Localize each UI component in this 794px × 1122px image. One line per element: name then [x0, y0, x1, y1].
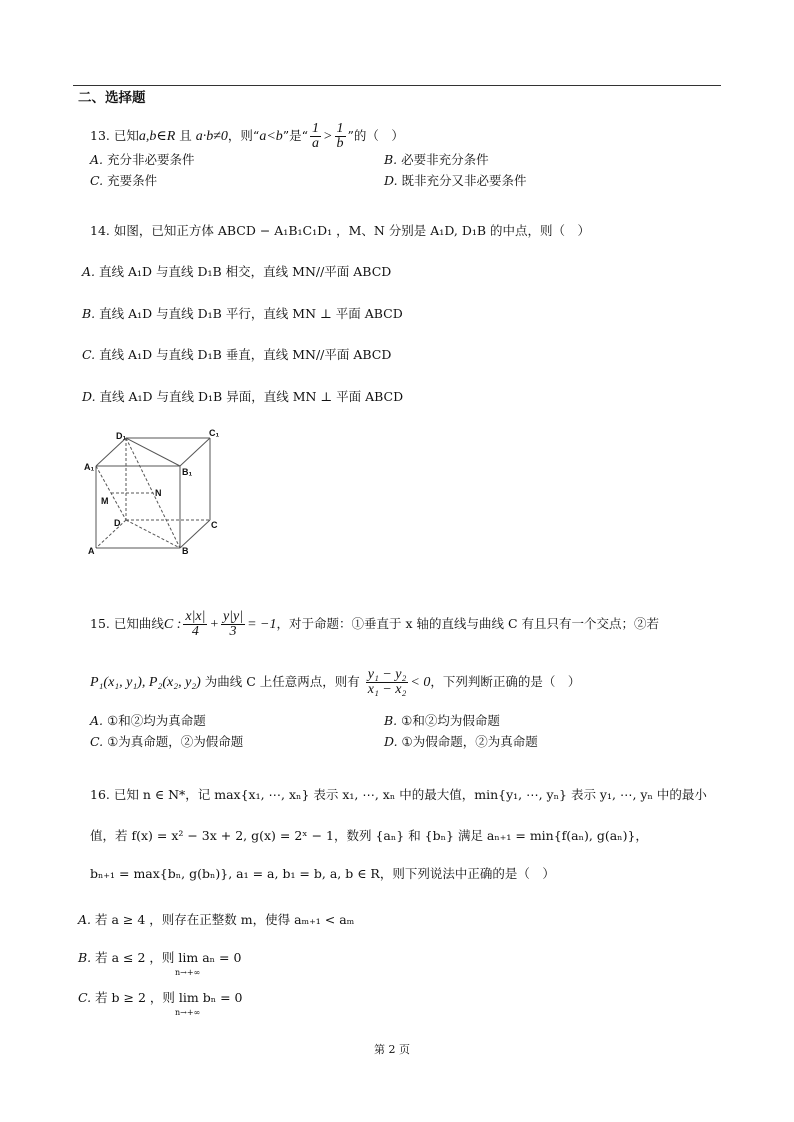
q15-option-c: C. ①为真命题，②为假命题 — [90, 734, 244, 749]
label-a: A — [88, 546, 95, 556]
edge-cb — [180, 520, 210, 548]
q14-option-a: A. 直线 A₁D 与直线 D₁B 相交，直线 MN//平面 ABCD — [82, 264, 392, 279]
label-c1: C₁ — [209, 428, 220, 438]
edge-da-hidden — [96, 520, 126, 548]
q14-option-b: B. 直线 A₁D 与直线 D₁B 平行，直线 MN ⊥ 平面 ABCD — [82, 306, 403, 321]
edge-c1b1 — [180, 438, 210, 466]
label-b: B — [182, 546, 189, 556]
fraction-x-abs-x-over-4: $\frac{x|x|}{4}$ — [185, 609, 206, 639]
q14-option-d: D. 直线 A₁D 与直线 D₁B 异面，直线 MN ⊥ 平面 ABCD — [82, 389, 404, 404]
q16-option-a: A. 若 a ≥ 4 ，则存在正整数 m，使得 aₘ₊₁ < aₘ — [78, 912, 355, 927]
q15-option-a: A. ①和②均为真命题 — [90, 713, 206, 728]
q13-option-b: B. 必要非充分条件 — [384, 152, 489, 167]
section-title: 二、选择题 — [78, 90, 146, 106]
label-m: M — [101, 496, 109, 506]
fraction-1-over-b: $\frac{1}{b}$ — [336, 121, 344, 151]
label-d1: D₁ — [116, 431, 127, 441]
fraction-y-abs-y-over-3: $\frac{y|y|}{3}$ — [222, 609, 244, 639]
question-14-stem: 14. 如图，已知正方体 ABCD − A₁B₁C₁D₁ ，M、N 分别是 A₁D, D₁B 的中点，则（ ） — [90, 223, 591, 238]
cube-figure — [82, 428, 222, 560]
q13-option-a: A. 充分非必要条件 — [90, 152, 195, 167]
question-16-line1: 16. 已知 n ∈ N*，记 max{x₁, ⋯, xₙ} 表示 x₁, ⋯, xₙ 中的最大值，min{y₁, ⋯, yₙ} 表示 y₁, ⋯, yₙ 中的最小 — [90, 787, 707, 802]
question-16-line2: 值，若 f(x) = x² − 3x + 2, g(x) = 2ˣ − 1，数列 {aₙ} 和 {bₙ} 满足 aₙ₊₁ = min{f(aₙ), g(aₙ)}， — [90, 828, 648, 843]
q13-option-c: C. 充要条件 — [90, 173, 158, 188]
question-13-stem: 13. 已知a,b∈R 且 a·b≠0，则“a<b”是“ $\frac{1}{a}$ > $\frac{1}{b}$ ”的（ ） — [90, 121, 404, 151]
q14-option-c: C. 直线 A₁D 与直线 D₁B 垂直，直线 MN//平面 ABCD — [82, 347, 392, 362]
fraction-1-over-a: $\frac{1}{a}$ — [312, 121, 320, 151]
lim-subscript-c: n→+∞ — [175, 1008, 201, 1017]
edge-d1b1 — [126, 438, 180, 466]
q16-option-c: C. 若 b ≥ 2 ，则 lim bₙ = 0 — [78, 990, 243, 1005]
q15-option-b: B. ①和②均为假命题 — [384, 713, 500, 728]
fraction-slope: $\frac{\text{y₁ − y₂}}{\text{x₁ − x₂}}$ — [367, 667, 407, 697]
label-b1: B₁ — [182, 467, 193, 477]
q16-option-b: B. 若 a ≤ 2 ，则 lim aₙ = 0 — [78, 950, 242, 965]
label-d: D — [114, 518, 121, 528]
diag-db-hidden — [126, 520, 180, 548]
q13-option-d: D. 既非充分又非必要条件 — [384, 173, 527, 188]
label-n: N — [155, 488, 162, 498]
question-16-line3: bₙ₊₁ = max{bₙ, g(bₙ)}, a₁ = a, b₁ = b, a, b ∈ R，则下列说法中正确的是（ ） — [90, 866, 555, 881]
label-c: C — [211, 520, 218, 530]
lim-subscript-b: n→+∞ — [175, 968, 201, 977]
label-a1: A₁ — [84, 462, 95, 472]
question-15-line2: P₁(x₁, y₁), P₂(x₂, y₂) 为曲线 C 上任意两点，则有 $\frac{\text{y₁ − y₂}}{\text{x₁ − x₂}}$ < 0，下列判断正确的是（ ） — [90, 667, 581, 697]
top-rule — [73, 85, 721, 86]
question-15-stem: 15. 已知曲线C : $\frac{x|x|}{4}$ + $\frac{y|y|}{3}$ = −1，对于命题：①垂直于 x 轴的直线与曲线 C 有且只有一个交点；②若 — [90, 609, 659, 639]
q15-option-d: D. ①为假命题，②为真命题 — [384, 734, 538, 749]
edge-a1d1 — [96, 438, 126, 466]
page-footer: 第 2 页 — [374, 1043, 410, 1056]
